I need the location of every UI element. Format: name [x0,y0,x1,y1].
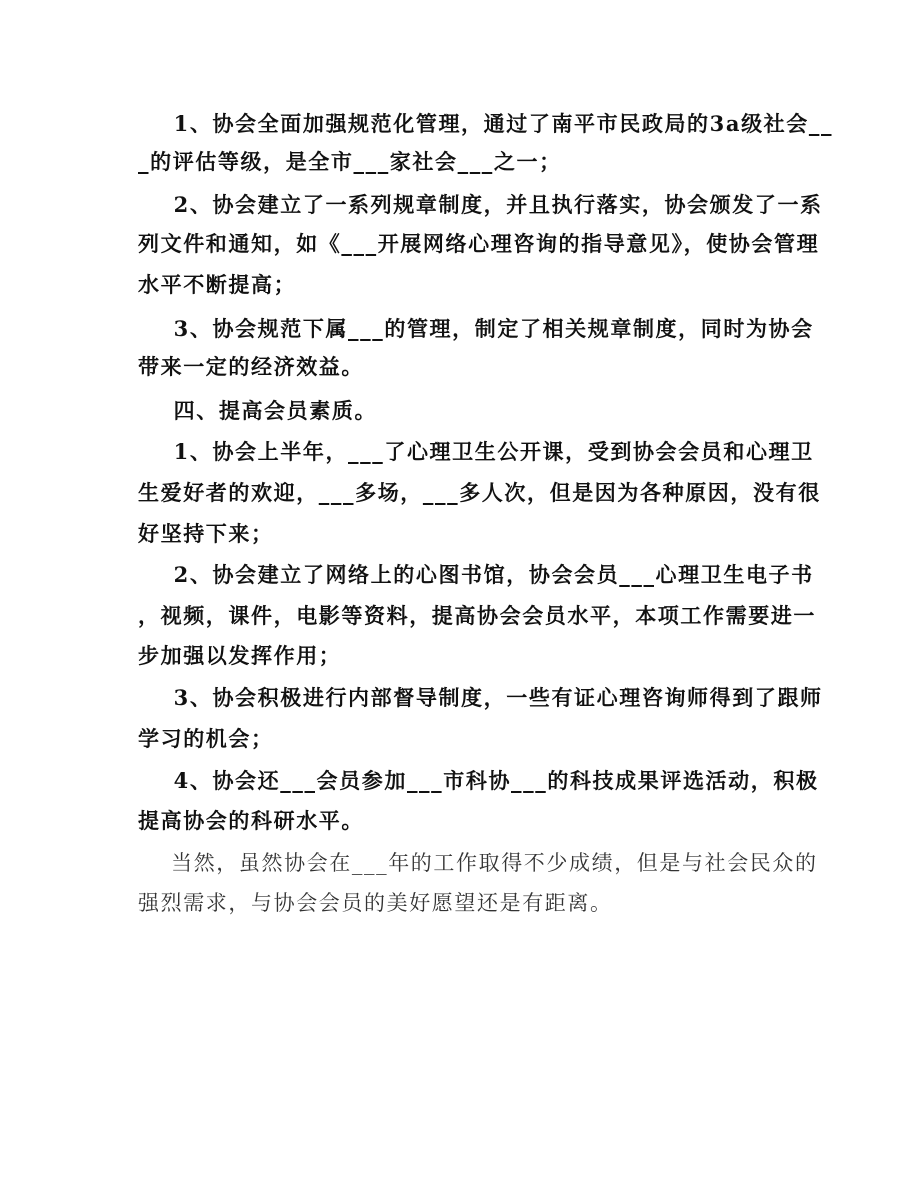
text-line: 4、协会还___会员参加___市科协___的科技成果评选活动，积极 [138,768,819,793]
text-line: 1、协会全面加强规范化管理，通过了南平市民政局的3a级社会__ [138,111,834,136]
text-line: _的评估等级，是全市___家社会___之一； [138,149,562,174]
text-line: 生爱好者的欢迎，___多场，___多人次，但是因为各种原因，没有很 [138,480,821,505]
text-line: 2、协会建立了一系列规章制度，并且执行落实，协会颁发了一系 [138,192,823,217]
text-line: ，视频，课件，电影等资料，提高协会会员水平，本项工作需要进一 [138,603,816,628]
text-line: 提高协会的科研水平。 [138,808,364,833]
text-line: 强烈需求，与协会会员的美好愿望还是有距离。 [138,891,613,915]
section-heading: 四、提高会员素质。 [138,398,378,423]
text-line: 2、协会建立了网络上的心图书馆，协会会员___心理卫生电子书 [138,562,814,587]
text-line: 步加强以发挥作用； [138,643,342,668]
text-line: 当然，虽然协会在___年的工作取得不少成绩，但是与社会民众的 [138,851,818,875]
text-line: 1、协会上半年，___了心理卫生公开课，受到协会会员和心理卫 [138,439,814,464]
text-line: 列文件和通知，如《___开展网络心理咨询的指导意见》，使协会管理 [138,231,820,256]
text-line: 3、协会规范下属___的管理，制定了相关规章制度，同时为协会 [138,316,814,341]
text-line: 带来一定的经济效益。 [138,354,364,379]
text-line: 3、协会积极进行内部督导制度，一些有证心理咨询师得到了跟师 [138,685,823,710]
text-line: 好坚持下来； [138,521,274,546]
text-line: 学习的机会； [138,726,274,751]
text-line: 水平不断提高； [138,272,297,297]
